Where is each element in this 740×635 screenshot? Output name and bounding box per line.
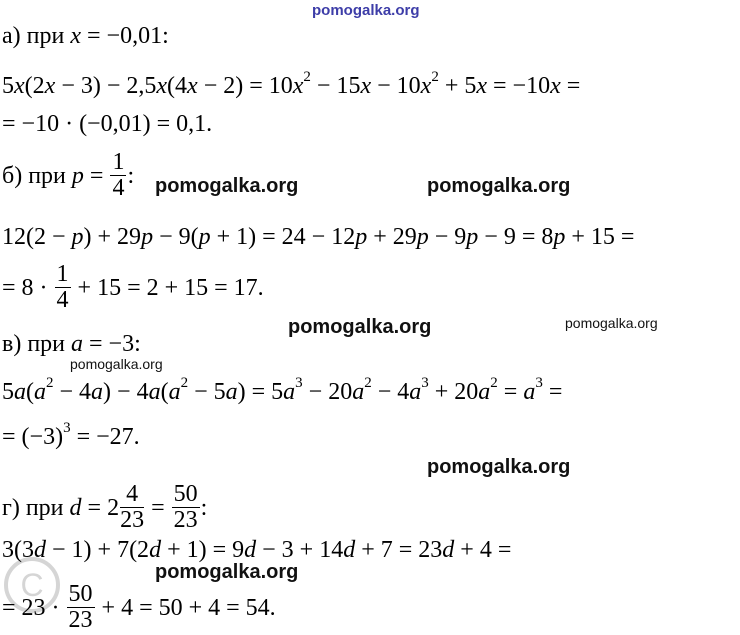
watermark: pomogalka.org — [565, 315, 658, 331]
part-a-line2: = −10 · (−0,01) = 0,1. — [2, 111, 213, 137]
part-b-header: б) при p = $\frac{1}{4}$ : — [2, 149, 135, 202]
fraction-50-23: $\frac{50}{23}$ — [68, 581, 93, 634]
watermark: pomogalka.org — [427, 456, 571, 478]
fraction-50-23: $\frac{50}{23}$ — [173, 481, 198, 534]
watermark: pomogalka.org — [155, 175, 299, 197]
part-a-line1: $5x(2x - 3) - 2,5x(4x - 2) = 10x^2 - 15x - 10x^2 + 5x = -10x$ = — [2, 69, 581, 99]
watermark: pomogalka.org — [427, 175, 571, 197]
watermark: pomogalka.org — [70, 356, 163, 372]
fraction-four-23: $\frac{4}{23}$ — [120, 481, 145, 534]
svg-text:C: C — [20, 567, 44, 603]
fraction-one-quarter: $\frac{1}{4}$ — [56, 261, 69, 314]
part-b-line2: = 8 · $\frac{1}{4}$ + 15 = 2 + 15 = 17. — [2, 261, 264, 314]
part-c-line1: $5a(a^2 - 4a) - 4a(a^2 - 5a) = 5a^3 - 20a^2 - 4a^3 + 20a^2 = a^3$ = — [2, 375, 563, 405]
part-c-line2: = $(-3)^3 = -27$. — [2, 420, 140, 450]
watermark: pomogalka.org — [155, 561, 299, 583]
part-d-line2: = 23 · $\frac{50}{23}$ + 4 = 50 + 4 = 54. — [2, 581, 276, 634]
watermark: pomogalka.org — [288, 316, 432, 338]
part-c-header: в) при a = −3: — [2, 331, 141, 357]
part-d-line1: 3(3d − 1) + 7(2d + 1) = 9d − 3 + 14d + 7 = 23d + 4 = — [2, 537, 512, 563]
copyright-watermark-icon — [2, 555, 62, 615]
part-d-header: г) при d = 2 $\frac{4}{23}$ = $\frac{50}{23}$ : — [2, 481, 208, 534]
part-b-line1: 12(2 − p) + 29p − 9(p + 1) = 24 − 12p + 29p − 9p − 9 = 8p + 15 = — [2, 224, 635, 250]
fraction-one-quarter: $\frac{1}{4}$ — [112, 149, 125, 202]
watermark-top: pomogalka.org — [312, 2, 420, 19]
part-a-header: а) при x = −0,01: — [2, 23, 169, 49]
